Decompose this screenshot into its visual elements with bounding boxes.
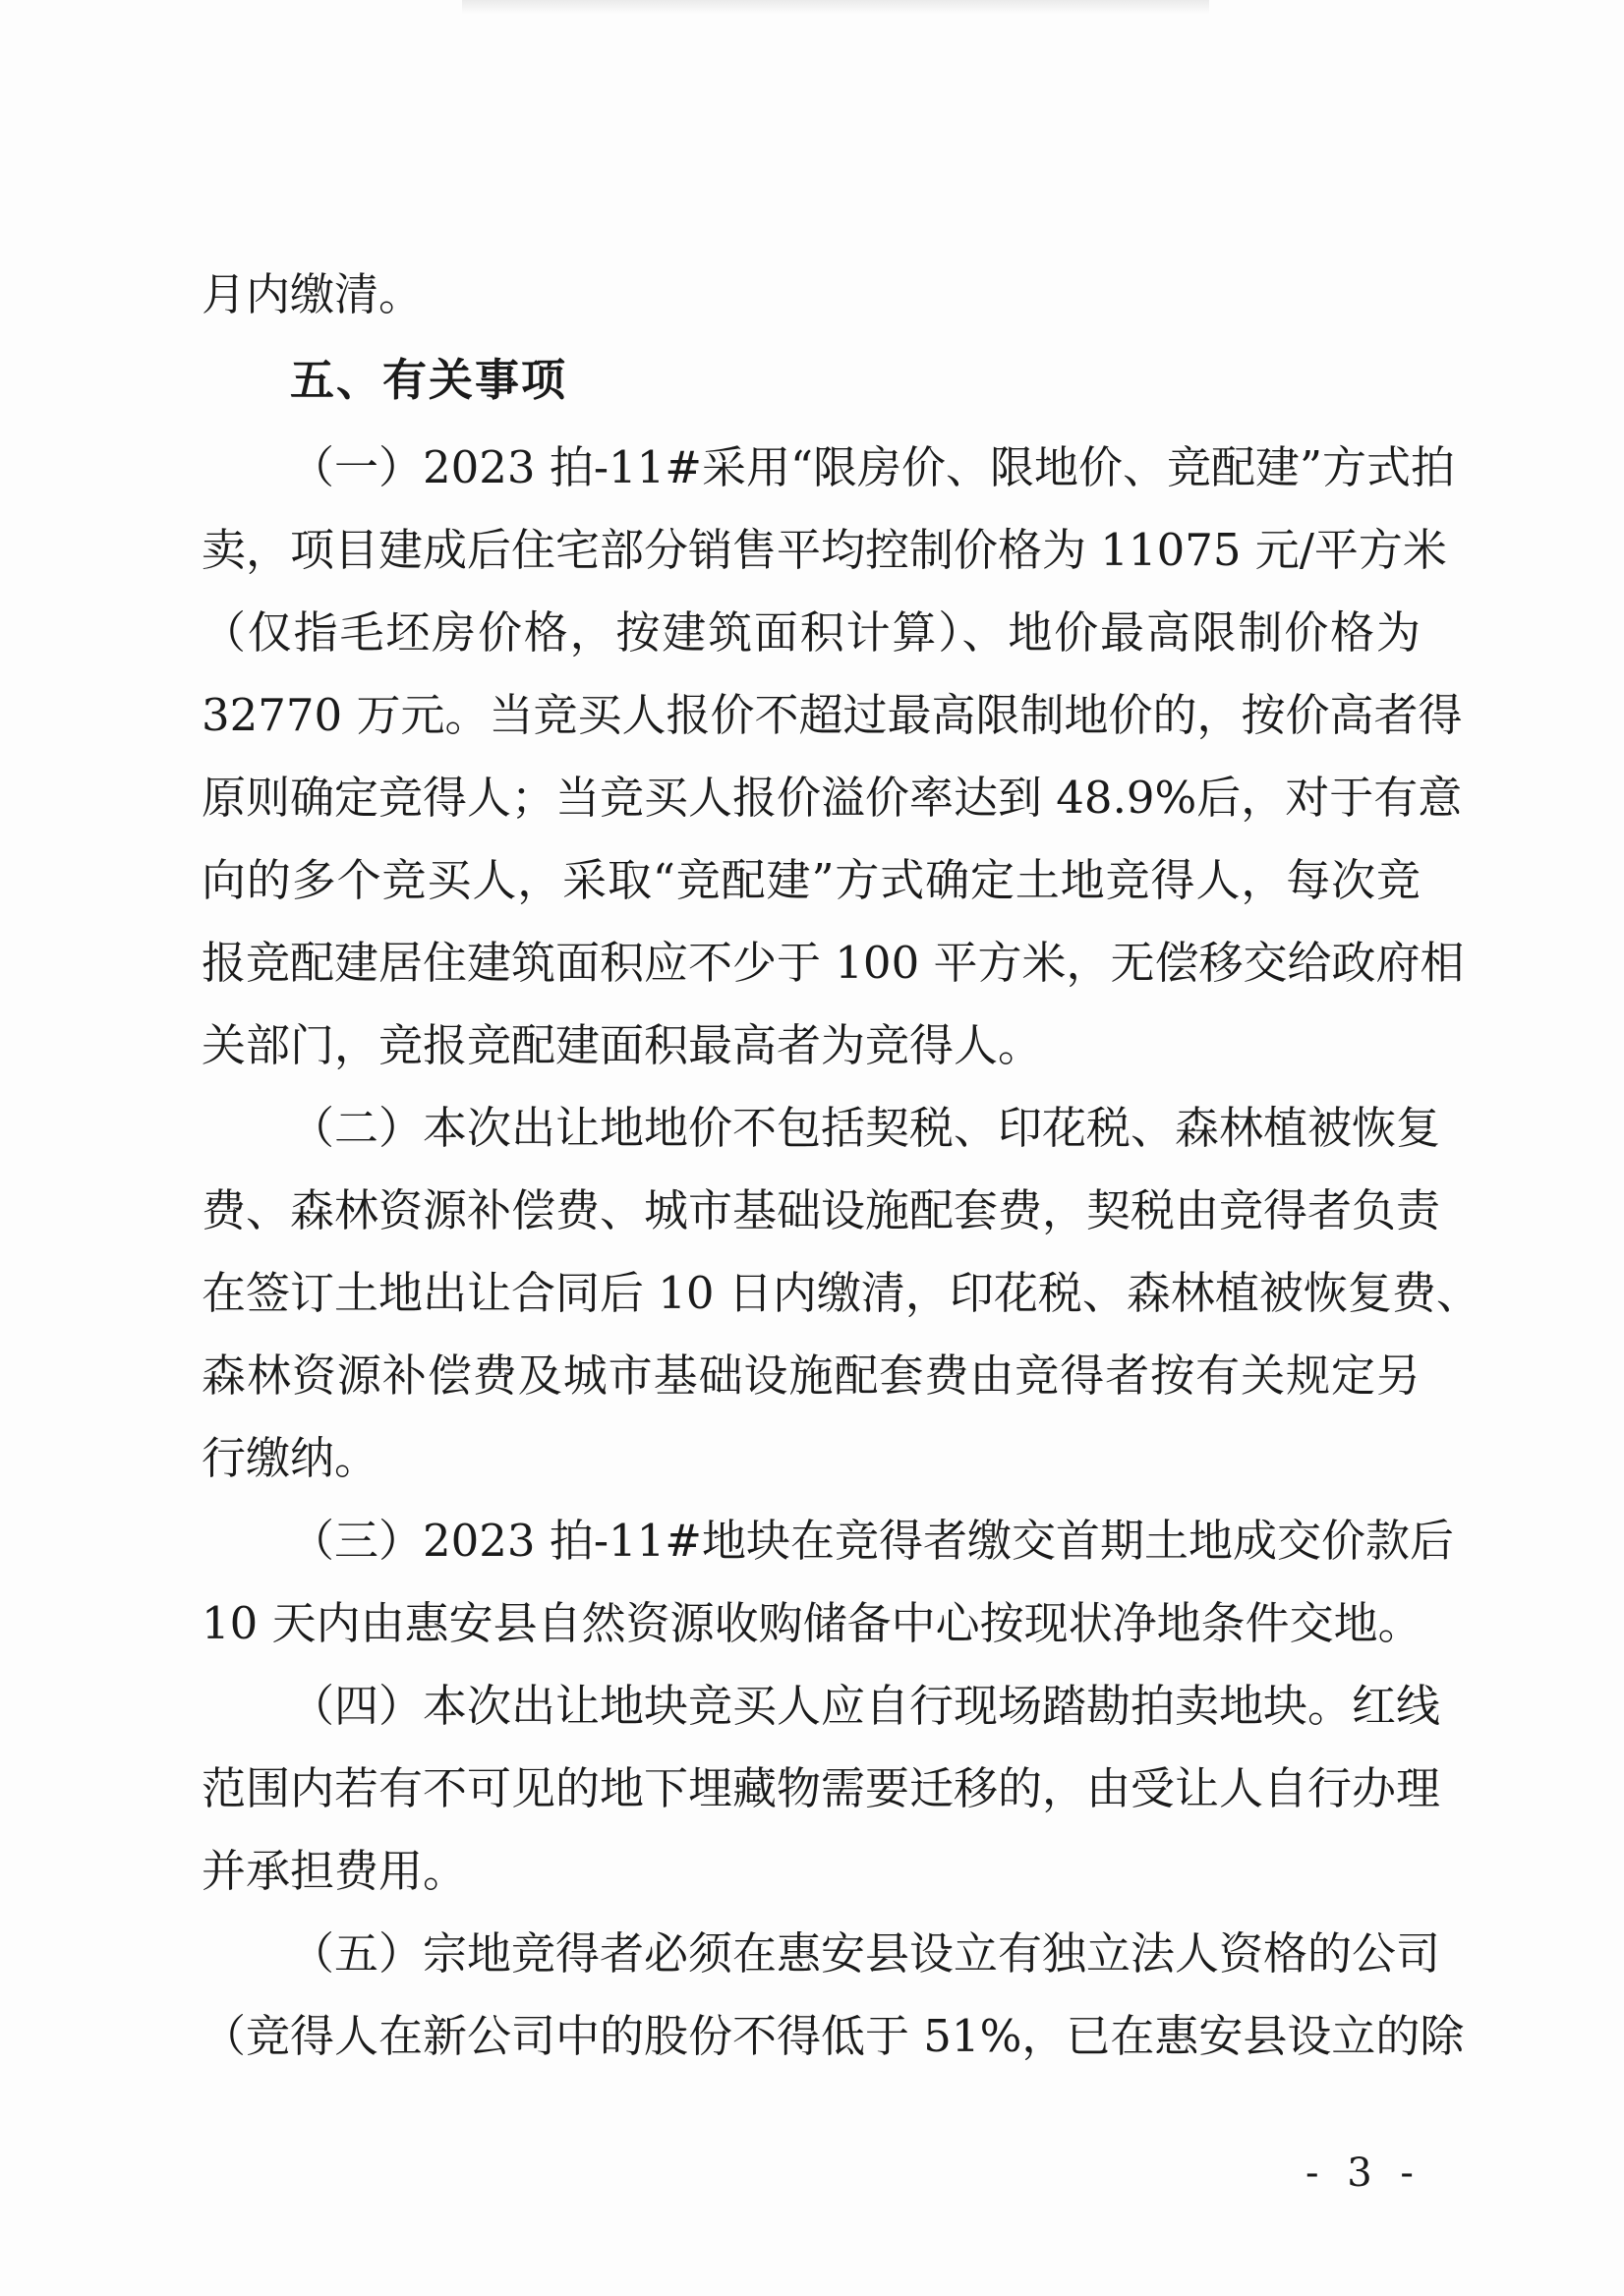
text-line: 范围内若有不可见的地下埋藏物需要迁移的，由受让人自行办理: [202, 1762, 1441, 1814]
text-line: （一）2023 拍-11#采用“限房价、限地价、竞配建”方式拍: [290, 441, 1456, 493]
text-line: （仅指毛坯房价格，按建筑面积计算）、地价最高限制价格为: [202, 606, 1421, 659]
text-line: 32770 万元。当竞买人报价不超过最高限制地价的，按价高者得: [202, 689, 1463, 741]
text-line: 费、森林资源补偿费、城市基础设施配套费，契税由竞得者负责: [202, 1184, 1441, 1236]
text-line: 报竞配建居住建筑面积应不少于 100 平方米，无偿移交给政府相: [202, 937, 1465, 989]
text-line: 卖，项目建成后住宅部分销售平均控制价格为 11075 元/平方米: [202, 524, 1447, 576]
text-line: 10 天内由惠安县自然资源收购储备中心按现状净地条件交地。: [202, 1597, 1422, 1649]
text-line: 行缴纳。: [202, 1432, 379, 1484]
text-line: 森林资源补偿费及城市基础设施配套费由竞得者按有关规定另: [202, 1349, 1421, 1402]
text-line: 原则确定竞得人；当竞买人报价溢价率达到 48.9%后，对于有意: [202, 772, 1463, 824]
section-heading: 五、有关事项: [290, 354, 568, 406]
text-line: 并承担费用。: [202, 1845, 468, 1897]
text-line: 向的多个竞买人，采取“竞配建”方式确定土地竞得人，每次竞: [202, 854, 1421, 906]
text-line: （竞得人在新公司中的股份不得低于 51%，已在惠安县设立的除: [202, 2010, 1465, 2062]
text-line: 月内缴清。: [202, 268, 424, 320]
text-line: （五）宗地竞得者必须在惠安县设立有独立法人资格的公司: [290, 1927, 1441, 1980]
text-line: 关部门，竞报竞配建面积最高者为竞得人。: [202, 1019, 1043, 1071]
text-line: 在签订土地出让合同后 10 日内缴清，印花税、森林植被恢复费、: [202, 1267, 1480, 1319]
page-number: - 3 -: [1305, 2151, 1421, 2196]
scan-artifact: [462, 0, 1209, 14]
text-line: （二）本次出让地地价不包括契税、印花税、森林植被恢复: [290, 1102, 1441, 1154]
text-line: （三）2023 拍-11#地块在竞得者缴交首期土地成交价款后: [290, 1515, 1454, 1567]
text-line: （四）本次出让地块竞买人应自行现场踏勘拍卖地块。红线: [290, 1680, 1441, 1732]
